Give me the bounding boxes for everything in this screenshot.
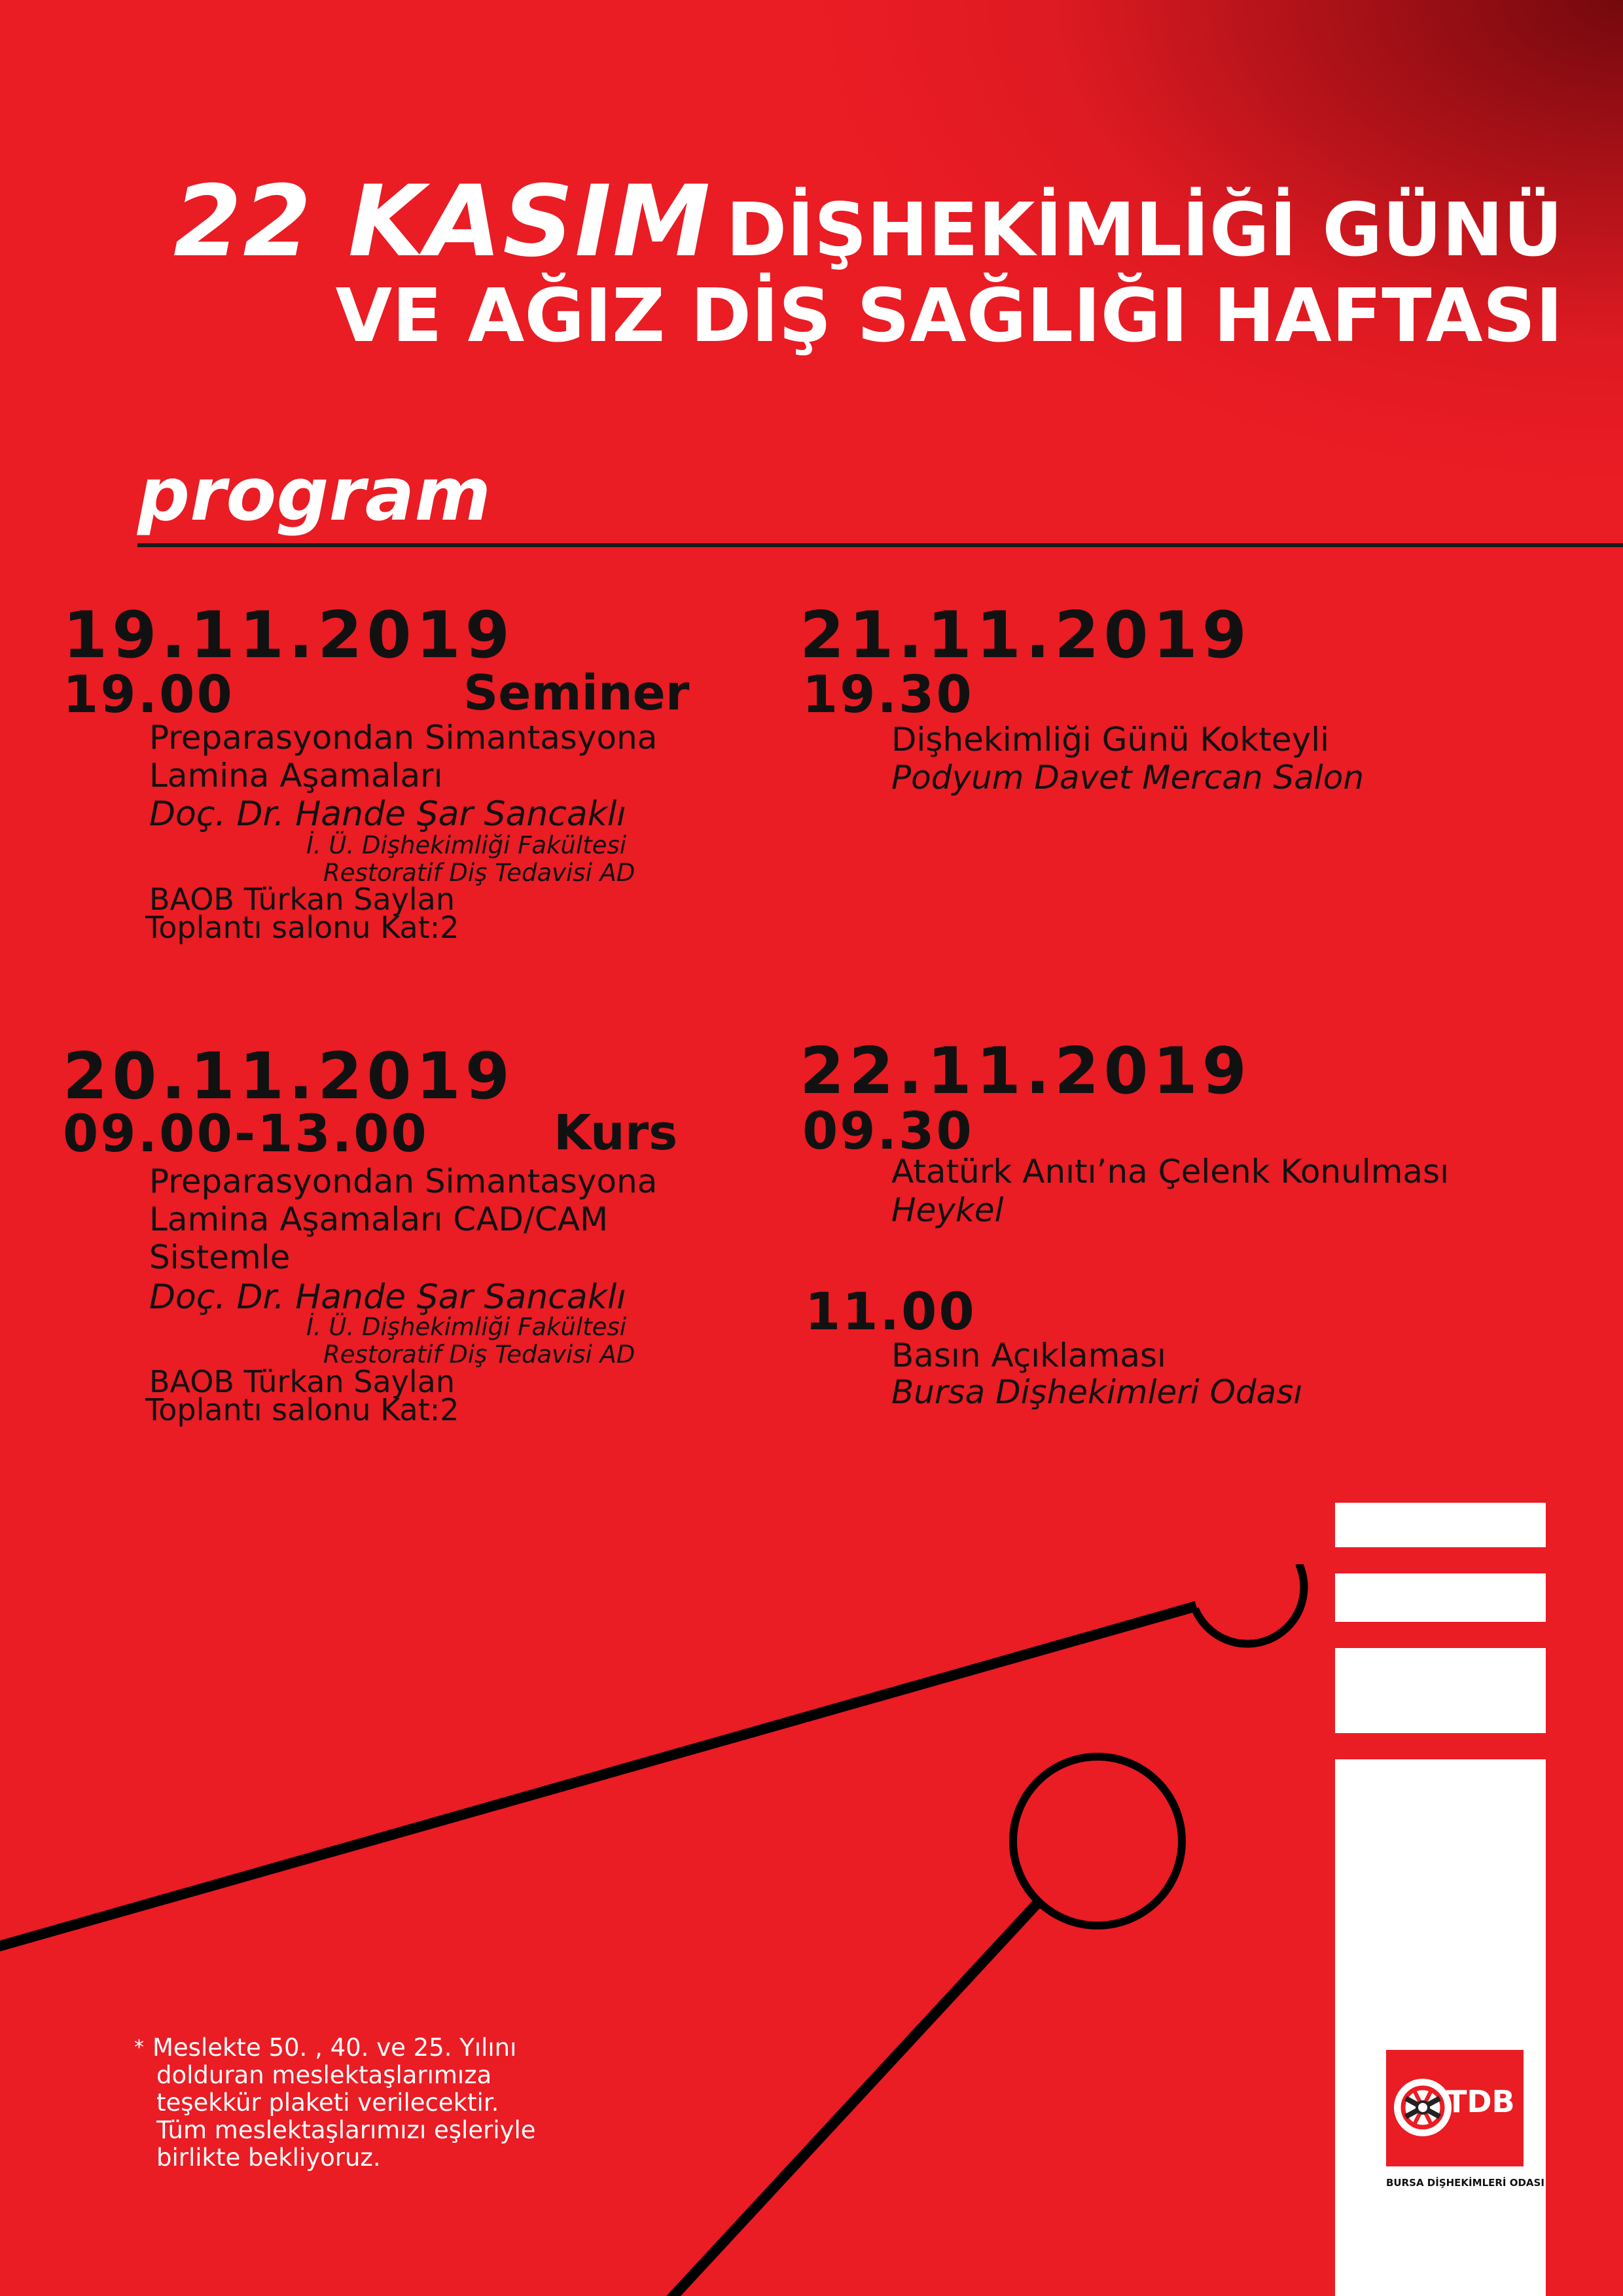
footnote-marker: * — [134, 2036, 144, 2059]
event-1-venue-line: Toplantı salonu Kat:2 — [145, 910, 459, 945]
event-1-title-line: Lamina Aşamaları — [149, 757, 443, 795]
white-block-3 — [1335, 1648, 1546, 1733]
event-4-time-b: 11.00 — [805, 1283, 976, 1342]
title-line-1-text: DİŞHEKİMLİĞİ GÜNÜ — [726, 188, 1563, 273]
probe-line — [0, 1606, 1196, 1948]
event-2-date: 20.11.2019 — [63, 1039, 514, 1114]
event-1-time: 19.00 — [63, 666, 234, 725]
event-2-time: 09.00-13.00 — [63, 1105, 429, 1164]
event-2-speaker: Doç. Dr. Hande Şar Sancaklı — [149, 1278, 626, 1317]
white-block-1 — [1335, 1503, 1546, 1547]
event-3-title: Dişhekimliği Günü Kokteyli — [891, 721, 1330, 759]
event-4-title-b: Basın Açıklaması — [891, 1336, 1166, 1374]
mirror-head — [1013, 1757, 1182, 1926]
event-4-location-b: Bursa Dişhekimleri Odası — [891, 1373, 1303, 1411]
event-4-time-a: 09.30 — [802, 1102, 974, 1161]
event-2-venue — [145, 1364, 459, 1427]
knot-emblem-icon — [1391, 2076, 1454, 2139]
event-3-location: Podyum Davet Mercan Salon — [891, 759, 1364, 797]
event-2-title — [149, 1162, 657, 1276]
event-2-title-line: Preparasyondan Simantasyona — [149, 1162, 658, 1200]
event-1-speaker: Doç. Dr. Hande Şar Sancaklı — [149, 795, 626, 834]
title-date-emphasis: 22 KASIM — [173, 165, 712, 279]
event-2-affiliation-2: Restoratif Diş Tedavisi AD — [323, 1340, 635, 1369]
event-3-time: 19.30 — [802, 666, 974, 725]
probe-hook — [1195, 1564, 1304, 1644]
event-4-title-a: Atatürk Anıtı’na Çelenk Konulması — [891, 1153, 1449, 1191]
event-2-venue-line: Toplantı salonu Kat:2 — [145, 1392, 459, 1427]
event-1-type: Seminer — [463, 665, 690, 721]
event-4-location-a: Heykel — [891, 1191, 1004, 1229]
event-2-type: Kurs — [554, 1105, 678, 1161]
program-heading: program — [137, 452, 491, 537]
footnote-line: dolduran meslektaşlarımıza — [156, 2061, 492, 2089]
event-2-venue-line: BAOB Türkan Saylan — [149, 1364, 455, 1399]
footnote-line: teşekkür plaketi verilecektir. — [156, 2089, 499, 2117]
footnote-line: Meslekte 50. , 40. ve 25. Yılını — [152, 2034, 517, 2062]
logo-acronym: TDB — [1446, 2084, 1515, 2119]
event-1-affiliation-1: İ. Ü. Dişhekimliği Fakültesi — [306, 831, 627, 859]
footnote-line: Tüm meslektaşlarımızı eşleriyle — [156, 2116, 536, 2144]
white-block-4 — [1335, 1759, 1546, 2296]
title-line-2: VE AĞIZ DİŞ SAĞLIĞI HAFTASI — [335, 274, 1563, 359]
event-1-title — [149, 719, 657, 795]
event-1-venue-line: BAOB Türkan Saylan — [149, 882, 455, 917]
event-2-title-line: Lamina Aşamaları CAD/CAM — [149, 1200, 609, 1238]
white-block-2 — [1335, 1573, 1546, 1622]
footnote — [134, 2034, 536, 2172]
event-2-title-line: Sistemle — [149, 1238, 291, 1276]
event-1-title-line: Preparasyondan Simantasyona — [149, 719, 658, 757]
event-2-affiliation-1: İ. Ü. Dişhekimliği Fakültesi — [306, 1313, 627, 1341]
event-1-date: 19.11.2019 — [63, 598, 514, 673]
footnote-line: birlikte bekliyoruz. — [156, 2144, 381, 2172]
event-4-date: 22.11.2019 — [800, 1034, 1251, 1109]
mirror-handle — [666, 1902, 1039, 2296]
logo-caption: BURSA DİŞHEKİMLERİ ODASI — [1386, 2177, 1544, 2189]
event-1-affiliation-2: Restoratif Diş Tedavisi AD — [323, 859, 635, 887]
event-1-venue — [145, 882, 459, 945]
event-3-date: 21.11.2019 — [800, 598, 1251, 673]
